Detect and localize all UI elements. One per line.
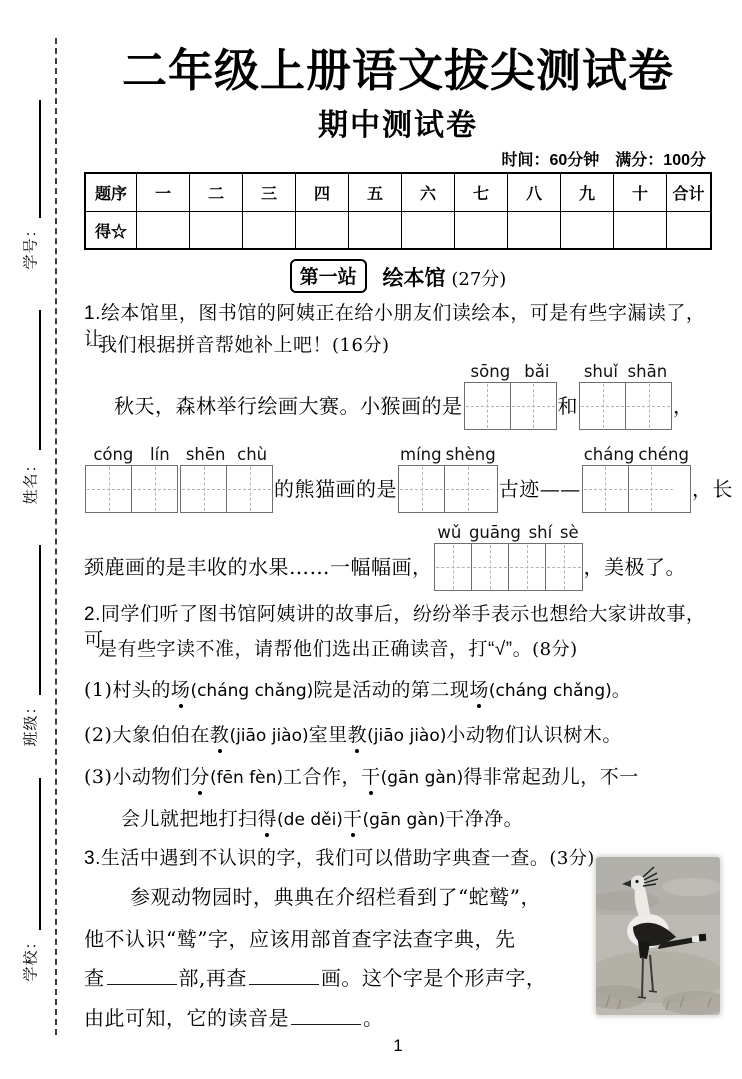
pinyin-syllable: shuǐ [583, 362, 618, 381]
pinyin-syllable: sè [559, 523, 579, 542]
writing-cell[interactable] [508, 544, 545, 590]
page-number: 1 [393, 1036, 403, 1055]
emphasized-char: 教 [210, 721, 230, 749]
pinyin-choice: (de děi) [277, 810, 343, 830]
pinyin-label [180, 445, 273, 465]
pinyin-syllable: chéng [638, 445, 689, 464]
writing-cell[interactable] [625, 383, 671, 429]
q2-item-3-line1 [84, 763, 712, 792]
pinyin-choice: (gān gàn) [362, 810, 446, 830]
dashed-cut-line [55, 38, 57, 1035]
pinyin-syllable: shèng [445, 445, 496, 464]
text-run: 秋天，森林举行绘画大赛。小猴画的是 [114, 394, 463, 418]
text-run: 小动物们认识树木。 [446, 724, 622, 746]
writing-cells [398, 465, 498, 513]
question-column-header: 十 [613, 174, 666, 211]
text-run: (3)小动物们 [84, 766, 191, 788]
question-column-header: 七 [454, 174, 507, 211]
score-input-cell[interactable] [507, 211, 560, 248]
writing-cell[interactable] [181, 466, 226, 512]
pinyin-writing-box [464, 362, 557, 430]
text-run: 我们根据拼音帮她补上吧！ [98, 335, 333, 356]
pinyin-choice: (jiāo jiào) [229, 726, 309, 746]
text-run: 1.绘本馆里，图书馆的阿姨正在给小朋友们读绘本，可是有些字漏读了，让 [84, 303, 706, 350]
emphasized-char: 干 [361, 763, 381, 791]
text-run: (2)大象伯伯在 [84, 724, 210, 746]
pinyin-syllable: sōng [470, 362, 511, 381]
emphasized-char: 干 [343, 805, 363, 833]
q3-paragraph-line3 [84, 964, 589, 991]
q3-paragraph-line4 [84, 1004, 589, 1031]
pinyin-syllable: chù [237, 445, 268, 464]
pinyin-writing-box [579, 362, 672, 430]
paper-subtitle: 期中测试卷 [318, 109, 478, 142]
question-column-header: 四 [295, 174, 348, 211]
section-banner [84, 259, 712, 293]
writing-cells [464, 382, 557, 430]
score-row-label: 得☆ [86, 211, 136, 248]
text-run: 古迹—— [498, 477, 581, 501]
text-run: 画。这个字是个形声字， [320, 966, 547, 990]
text-run: ， [673, 394, 694, 418]
q3-paragraph-line1 [84, 884, 589, 910]
emphasized-char: 教 [348, 721, 368, 749]
question-column-header: 二 [189, 174, 242, 211]
text-run: 由此可知，它的读音是 [84, 1006, 289, 1030]
text-run: 2.同学们听了图书馆阿姨讲的故事后，纷纷举手表示也想给大家讲故事，可 [84, 604, 706, 651]
paper-title: 二年级上册语文拔尖测试卷 [121, 45, 674, 96]
pinyin-syllable: shān [627, 362, 668, 381]
question-column-header: 八 [507, 174, 560, 211]
answer-blank[interactable] [249, 964, 319, 985]
student-number-label: 学号： [22, 221, 40, 270]
writing-cells [180, 465, 273, 513]
emphasized-char: 场 [469, 676, 489, 704]
question-column-header: 九 [560, 174, 613, 211]
pinyin-label [85, 445, 178, 465]
pinyin-writing-box [180, 445, 273, 513]
score-input-cell[interactable] [136, 211, 189, 248]
score-input-cell[interactable] [454, 211, 507, 248]
answer-blank[interactable] [291, 1004, 361, 1025]
text-run: 和 [557, 394, 578, 418]
pinyin-syllable: lín [150, 445, 170, 464]
text-run: 工合作， [283, 766, 362, 788]
score-table-score-row [86, 211, 710, 248]
pinyin-label [579, 362, 672, 382]
pinyin-syllable: míng [400, 445, 442, 464]
pinyin-syllable: guāng [468, 523, 521, 542]
text-run: 是有些字读不准，请帮他们选出正确读音，打“√”。 [98, 639, 533, 660]
bird-illustration [596, 857, 720, 1015]
pinyin-writing-box [85, 445, 178, 513]
name-blank-line[interactable] [39, 310, 41, 450]
score-table [84, 172, 712, 250]
emphasized-char: 场 [171, 676, 191, 704]
school-blank-line[interactable] [39, 778, 41, 930]
text-run: 室里 [308, 724, 348, 746]
writing-cells [85, 465, 178, 513]
q1-fill-line2 [84, 445, 733, 513]
section-name: 绘本馆 [382, 267, 446, 290]
question-column-header: 一 [136, 174, 189, 211]
question-column-header: 五 [348, 174, 401, 211]
score-input-cell[interactable] [613, 211, 666, 248]
writing-cells [582, 465, 691, 513]
writing-cell[interactable] [471, 544, 508, 590]
score-input-cell[interactable] [560, 211, 613, 248]
text-run: 3.生活中遇到不认识的字，我们可以借助字典查一查。 [84, 848, 550, 869]
text-run: 部,再查 [178, 966, 247, 990]
secretary-bird-photo [596, 857, 720, 1015]
pinyin-choice: (cháng chǎng) [190, 681, 314, 701]
writing-cell[interactable] [86, 466, 131, 512]
writing-cells [579, 382, 672, 430]
school-label: 学校： [22, 933, 40, 982]
score-input-cell[interactable] [401, 211, 454, 248]
score-input-cell[interactable] [348, 211, 401, 248]
writing-cell[interactable] [545, 544, 582, 590]
text-run: 。 [363, 1006, 384, 1030]
pinyin-choice: (cháng chǎng) [488, 681, 612, 701]
score-note: (3分) [549, 848, 595, 869]
emphasized-char: 得 [258, 805, 278, 833]
question-order-label: 题序 [94, 186, 127, 203]
text-run: 颈鹿画的是丰收的水果……一幅幅画， [84, 555, 433, 579]
class-blank-line[interactable] [39, 545, 41, 695]
student-number-blank-line[interactable] [39, 100, 41, 218]
writing-cell[interactable] [628, 466, 674, 512]
q2-stem-line2 [84, 637, 712, 663]
writing-cell[interactable] [399, 466, 444, 512]
writing-cell[interactable] [580, 383, 625, 429]
pinyin-writing-box [582, 445, 691, 513]
text-run: 会儿就把地打扫 [121, 808, 258, 830]
text-run: 干净净。 [445, 808, 524, 830]
writing-cell[interactable] [510, 383, 556, 429]
q2-item-1 [84, 676, 712, 705]
text-run: 得非常起劲儿，不一 [463, 766, 639, 788]
pinyin-syllable: wǔ [437, 523, 462, 542]
pinyin-syllable: shēn [185, 445, 226, 464]
q1-fill-line1 [84, 362, 712, 430]
writing-cells [434, 543, 583, 591]
section-score: (27分) [451, 269, 507, 290]
pinyin-label [582, 445, 691, 465]
name-label: 姓名： [22, 456, 40, 505]
answer-blank[interactable] [107, 964, 177, 985]
pinyin-syllable: shí [528, 523, 553, 542]
text-run: ，长 [691, 477, 733, 501]
time-and-score-info: 时间：60分钟 满分：100分 [501, 152, 706, 169]
score-note: (8分) [532, 639, 578, 660]
station-badge: 第一站 [290, 259, 367, 293]
question-column-header: 三 [242, 174, 295, 211]
pinyin-label [434, 523, 583, 543]
score-input-cell[interactable] [242, 211, 295, 248]
pinyin-label [398, 445, 498, 465]
text-run: 参观动物园时，典典在介绍栏看到了“蛇鹫”， [130, 885, 541, 909]
score-input-cell[interactable] [189, 211, 242, 248]
text-run: ，美极了。 [583, 555, 686, 579]
pinyin-syllable: bǎi [524, 362, 550, 381]
class-label: 班级： [22, 698, 40, 747]
writing-cell[interactable] [435, 544, 471, 590]
text-run: (1)村头的 [84, 679, 171, 701]
q2-item-2 [84, 721, 712, 750]
writing-cell[interactable] [226, 466, 272, 512]
pinyin-choice: (fēn fèn) [209, 768, 284, 788]
text-run: 。 [611, 679, 632, 701]
pinyin-syllable: cóng [93, 445, 134, 464]
question-column-header: 合计 [666, 174, 710, 211]
pinyin-label [464, 362, 557, 382]
question-column-header: 六 [401, 174, 454, 211]
score-table-header-row [86, 174, 710, 211]
text-run: 查 [84, 966, 105, 990]
writing-cell[interactable] [131, 466, 177, 512]
text-run: 的熊猫画的是 [274, 477, 397, 501]
score-note: (16分) [332, 335, 390, 356]
pinyin-writing-box [398, 445, 498, 513]
q1-fill-line3 [84, 523, 712, 591]
q1-stem-line2 [84, 333, 712, 359]
pinyin-syllable: cháng [583, 445, 635, 464]
writing-cell[interactable] [465, 383, 510, 429]
pinyin-writing-box [434, 523, 583, 591]
q3-paragraph-line2 [84, 926, 589, 952]
q2-item-3-line2 [84, 805, 712, 834]
writing-cell[interactable] [444, 466, 490, 512]
emphasized-char: 分 [190, 763, 210, 791]
pinyin-choice: (gān gàn) [380, 768, 464, 788]
pinyin-choice: (jiāo jiào) [367, 726, 447, 746]
writing-cell[interactable] [583, 466, 628, 512]
text-run: 他不认识“鹫”字，应该用部首查字法查字典，先 [84, 927, 516, 951]
score-input-cell[interactable] [295, 211, 348, 248]
score-input-cell[interactable] [666, 211, 710, 248]
text-run: 院是活动的第二现 [313, 679, 470, 701]
